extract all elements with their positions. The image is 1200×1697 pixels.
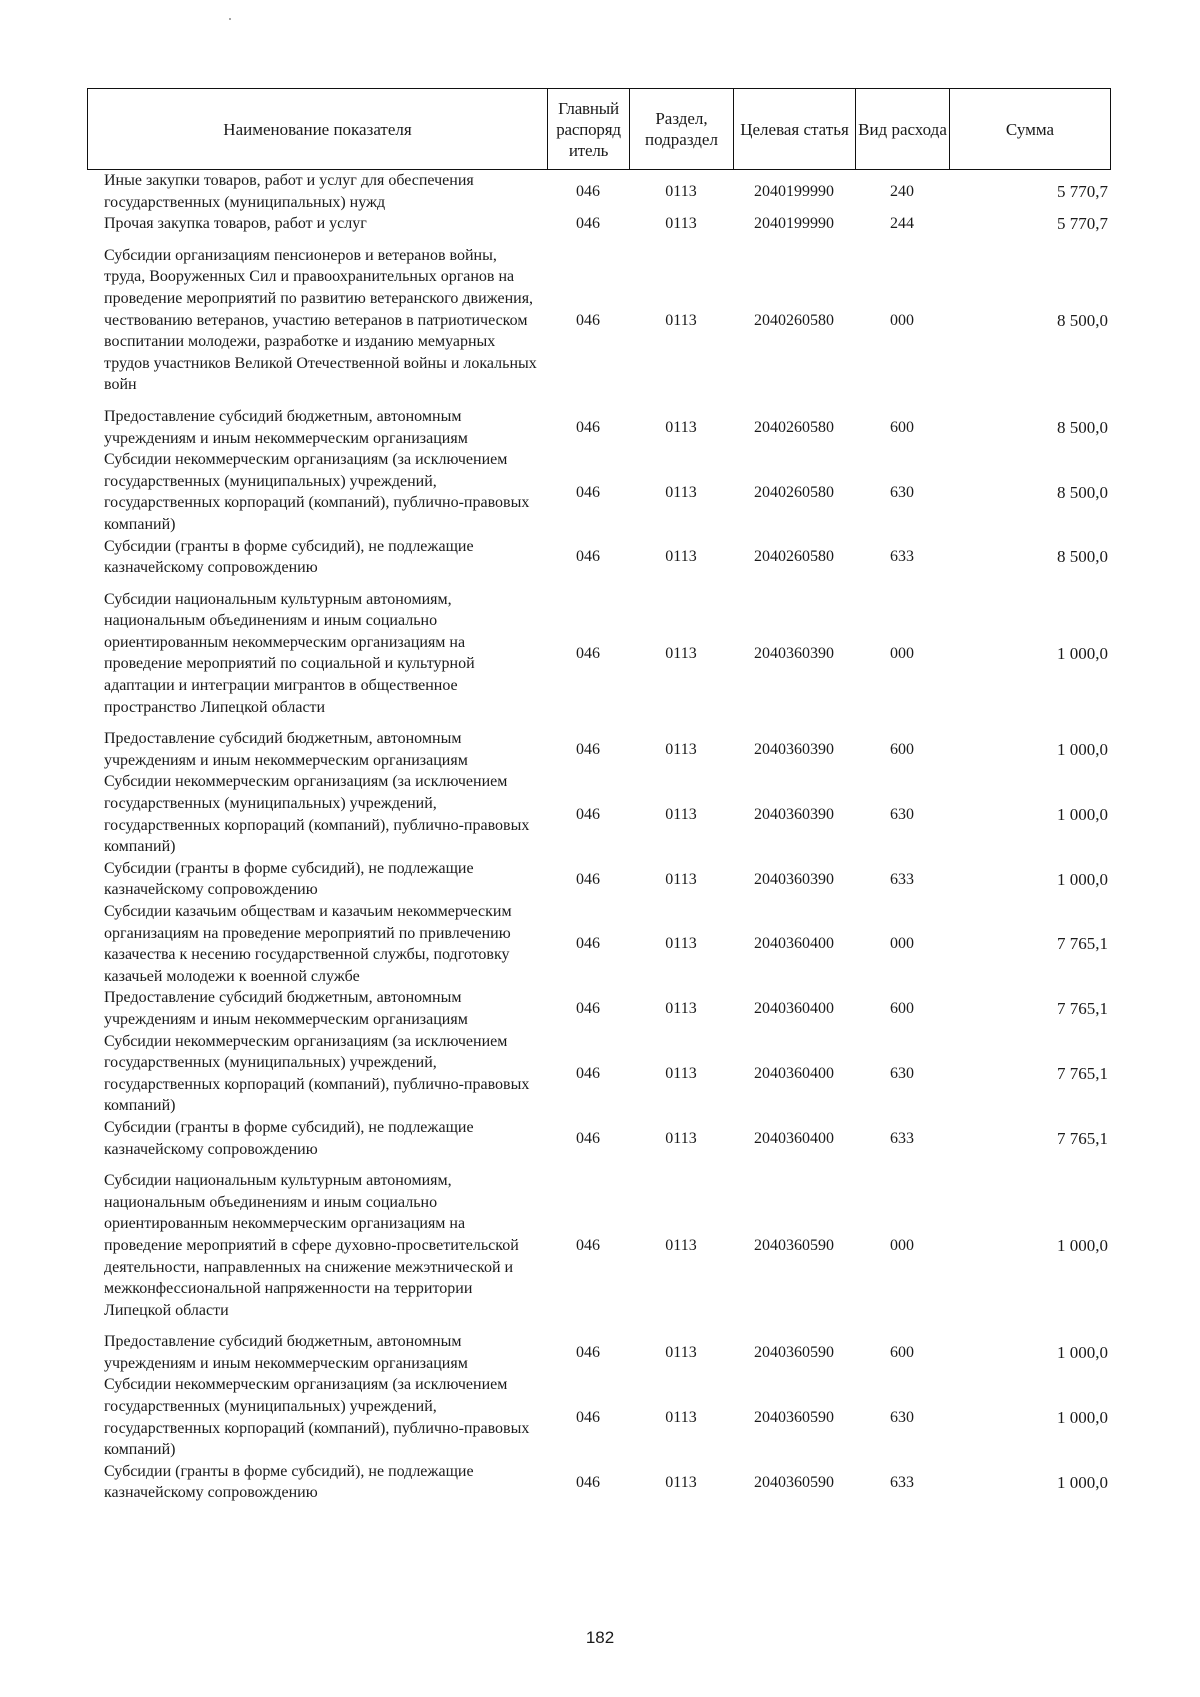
table-row <box>87 1117 1110 1160</box>
row-name: Субсидии национальным культурным автономиям, национальным объединениям и иным социально ориентированным некоммерческим организациям на проведение мероприятий в сфере духовно-просветительской деятельности, направленных на снижение межэтнической и межконфессиональной напряженности на территории Липецкой области <box>104 1172 519 1319</box>
row-expense-type: 600 <box>890 1000 914 1018</box>
row-target-article: 2040360390 <box>754 741 834 759</box>
row-main-manager: 046 <box>576 644 600 662</box>
row-target-article: 2040260580 <box>754 483 834 501</box>
header-main-manager-column: Главный распоряд итель <box>548 89 630 170</box>
table-row <box>87 235 1110 406</box>
row-name: Предоставление субсидий бюджетным, автономным учреждениям и иным некоммерческим организациям <box>104 407 468 447</box>
row-expense-type: 633 <box>890 548 914 566</box>
row-sum: 8 500,0 <box>1057 310 1108 330</box>
table-row <box>87 987 1110 1030</box>
row-section: 0113 <box>665 548 697 566</box>
row-name: Предоставление субсидий бюджетным, автономным учреждениям и иным некоммерческим организациям <box>104 989 468 1028</box>
row-section: 0113 <box>665 182 697 200</box>
row-main-manager: 046 <box>576 1408 600 1426</box>
row-sum: 8 500,0 <box>1057 417 1108 437</box>
table-header <box>87 88 1111 170</box>
table-row <box>87 1331 1110 1374</box>
row-section: 0113 <box>665 1344 697 1362</box>
row-name: Субсидии некоммерческим организациям (за исключением государственных (муниципальных) учреждений, государственных корпораций (компаний), публично-правовых компаний) <box>104 1376 530 1459</box>
row-expense-type: 000 <box>890 1236 914 1254</box>
row-main-manager: 046 <box>576 805 600 823</box>
row-section: 0113 <box>665 1408 697 1426</box>
row-target-article: 2040360590 <box>754 1408 834 1426</box>
row-section: 0113 <box>665 644 697 662</box>
row-main-manager: 046 <box>576 870 600 888</box>
header-target-column: Целевая статья <box>734 89 856 170</box>
row-main-manager: 046 <box>576 1000 600 1018</box>
row-main-manager: 046 <box>576 1236 600 1254</box>
table-row <box>87 1374 1110 1460</box>
row-expense-type: 630 <box>890 805 914 823</box>
row-expense-type: 600 <box>890 741 914 759</box>
row-section: 0113 <box>665 311 697 329</box>
row-target-article: 2040360390 <box>754 870 834 888</box>
table-row <box>87 579 1110 729</box>
row-sum: 7 765,1 <box>1057 934 1108 954</box>
row-target-article: 2040360390 <box>754 644 834 662</box>
row-expense-type: 240 <box>890 182 914 200</box>
table-row <box>87 449 1110 535</box>
row-name: Субсидии национальным культурным автономиям, национальным объединениям и иным социально ориентированным некоммерческим организациям на проведение мероприятий по социальной и культурной адаптации и интеграции мигрантов в общественное пространство Липецкой области <box>104 590 475 716</box>
row-target-article: 2040360590 <box>754 1344 834 1362</box>
row-name: Прочая закупка товаров, работ и услуг <box>104 215 367 233</box>
row-expense-type: 633 <box>890 870 914 888</box>
row-sum: 1 000,0 <box>1057 643 1108 663</box>
row-name: Субсидии некоммерческим организациям (за исключением государственных (муниципальных) учреждений, государственных корпораций (компаний), публично-правовых компаний) <box>104 1032 530 1115</box>
row-target-article: 2040360400 <box>754 1129 834 1147</box>
row-section: 0113 <box>665 418 697 436</box>
row-name: Субсидии (гранты в форме субсидий), не подлежащие казначейскому сопровождению <box>104 859 474 899</box>
page-number: 182 <box>585 1628 615 1647</box>
row-main-manager: 046 <box>576 1344 600 1362</box>
row-main-manager: 046 <box>576 215 600 233</box>
row-section: 0113 <box>665 805 697 823</box>
table-row <box>87 213 1110 235</box>
row-expense-type: 600 <box>890 418 914 436</box>
row-target-article: 2040199990 <box>754 215 834 233</box>
table-row <box>87 170 1110 213</box>
row-main-manager: 046 <box>576 483 600 501</box>
row-main-manager: 046 <box>576 1064 600 1082</box>
table-row <box>87 858 1110 901</box>
row-sum: 1 000,0 <box>1057 869 1108 889</box>
header-name-column: Наименование показателя <box>88 89 548 170</box>
row-target-article: 2040360590 <box>754 1236 834 1254</box>
row-section: 0113 <box>665 483 697 501</box>
row-sum: 5 770,7 <box>1057 214 1108 234</box>
row-name: Предоставление субсидий бюджетным, автономным учреждениям и иным некоммерческим организациям <box>104 730 468 769</box>
row-expense-type: 630 <box>890 483 914 501</box>
row-name: Предоставление субсидий бюджетным, автономным учреждениям и иным некоммерческим организациям <box>104 1333 468 1372</box>
budget-table-body <box>87 170 1110 1504</box>
row-name: Субсидии некоммерческим организациям (за исключением государственных (муниципальных) учреждений, государственных корпораций (компаний), публично-правовых компаний) <box>104 451 530 533</box>
row-section: 0113 <box>665 935 697 953</box>
row-section: 0113 <box>665 1000 697 1018</box>
row-expense-type: 000 <box>890 935 914 953</box>
header-section-column: Раздел, подраздел <box>630 89 734 170</box>
row-sum: 5 770,7 <box>1057 181 1108 201</box>
table-row <box>87 406 1110 449</box>
table-row <box>87 728 1110 771</box>
row-expense-type: 630 <box>890 1408 914 1426</box>
row-target-article: 2040360400 <box>754 935 834 953</box>
row-section: 0113 <box>665 870 697 888</box>
row-expense-type: 633 <box>890 1473 914 1491</box>
row-main-manager: 046 <box>576 935 600 953</box>
row-section: 0113 <box>665 1236 697 1254</box>
row-main-manager: 046 <box>576 418 600 436</box>
row-expense-type: 000 <box>890 311 914 329</box>
row-target-article: 2040199990 <box>754 182 834 200</box>
row-section: 0113 <box>665 741 697 759</box>
row-sum: 1 000,0 <box>1057 804 1108 824</box>
scan-speck <box>229 18 231 20</box>
table-row <box>87 771 1110 857</box>
row-main-manager: 046 <box>576 548 600 566</box>
row-sum: 1 000,0 <box>1057 1343 1108 1363</box>
row-sum: 7 765,1 <box>1057 999 1108 1019</box>
table-row <box>87 536 1110 579</box>
row-sum: 1 000,0 <box>1057 1235 1108 1255</box>
row-name: Субсидии (гранты в форме субсидий), не подлежащие казначейскому сопровождению <box>104 1462 474 1502</box>
row-name: Субсидии казачьим обществам и казачьим некоммерческим организациям на проведение мероприятий по привлечению казачества к несению государственной службы, подготовку казачьей молодежи к военной службе <box>104 903 512 985</box>
row-sum: 8 500,0 <box>1057 547 1108 567</box>
row-sum: 1 000,0 <box>1057 1407 1108 1427</box>
row-section: 0113 <box>665 215 697 233</box>
row-expense-type: 600 <box>890 1344 914 1362</box>
table-row <box>87 1160 1110 1331</box>
row-expense-type: 633 <box>890 1129 914 1147</box>
row-main-manager: 046 <box>576 1129 600 1147</box>
row-expense-type: 630 <box>890 1064 914 1082</box>
header-sum-column: Сумма <box>950 89 1111 170</box>
row-target-article: 2040360400 <box>754 1064 834 1082</box>
row-expense-type: 000 <box>890 644 914 662</box>
row-target-article: 2040360400 <box>754 1000 834 1018</box>
row-sum: 7 765,1 <box>1057 1128 1108 1148</box>
row-main-manager: 046 <box>576 182 600 200</box>
table-row <box>87 901 1110 987</box>
row-main-manager: 046 <box>576 311 600 329</box>
row-section: 0113 <box>665 1064 697 1082</box>
row-name: Субсидии (гранты в форме субсидий), не подлежащие казначейскому сопровождению <box>104 537 474 577</box>
row-sum: 7 765,1 <box>1057 1063 1108 1083</box>
row-name: Субсидии организациям пенсионеров и ветеранов войны, труда, Вооруженных Сил и правоохранительных органов на проведение мероприятий по развитию ветеранского движения, чествованию ветеранов, участию ветеранов в патриотическом воспитании молодежи, разработке и изданию мемуарных трудов участников Великой Отечественной войны и локальных войн <box>104 246 537 394</box>
row-target-article: 2040260580 <box>754 311 834 329</box>
header-expense-type-column: Вид расхода <box>856 89 950 170</box>
row-sum: 1 000,0 <box>1057 740 1108 760</box>
row-name: Субсидии некоммерческим организациям (за исключением государственных (муниципальных) учреждений, государственных корпораций (компаний), публично-правовых компаний) <box>104 773 530 856</box>
row-main-manager: 046 <box>576 741 600 759</box>
row-sum: 8 500,0 <box>1057 482 1108 502</box>
row-target-article: 2040260580 <box>754 548 834 566</box>
row-sum: 1 000,0 <box>1057 1472 1108 1492</box>
row-name: Субсидии (гранты в форме субсидий), не подлежащие казначейскому сопровождению <box>104 1118 474 1158</box>
row-target-article: 2040360590 <box>754 1473 834 1491</box>
row-expense-type: 244 <box>890 215 914 233</box>
row-target-article: 2040360390 <box>754 805 834 823</box>
row-name: Иные закупки товаров, работ и услуг для обеспечения государственных (муниципальных) нужд <box>104 172 474 211</box>
row-section: 0113 <box>665 1473 697 1491</box>
table-row <box>87 1031 1110 1117</box>
row-main-manager: 046 <box>576 1473 600 1491</box>
row-section: 0113 <box>665 1129 697 1147</box>
table-row <box>87 1461 1110 1504</box>
row-target-article: 2040260580 <box>754 418 834 436</box>
